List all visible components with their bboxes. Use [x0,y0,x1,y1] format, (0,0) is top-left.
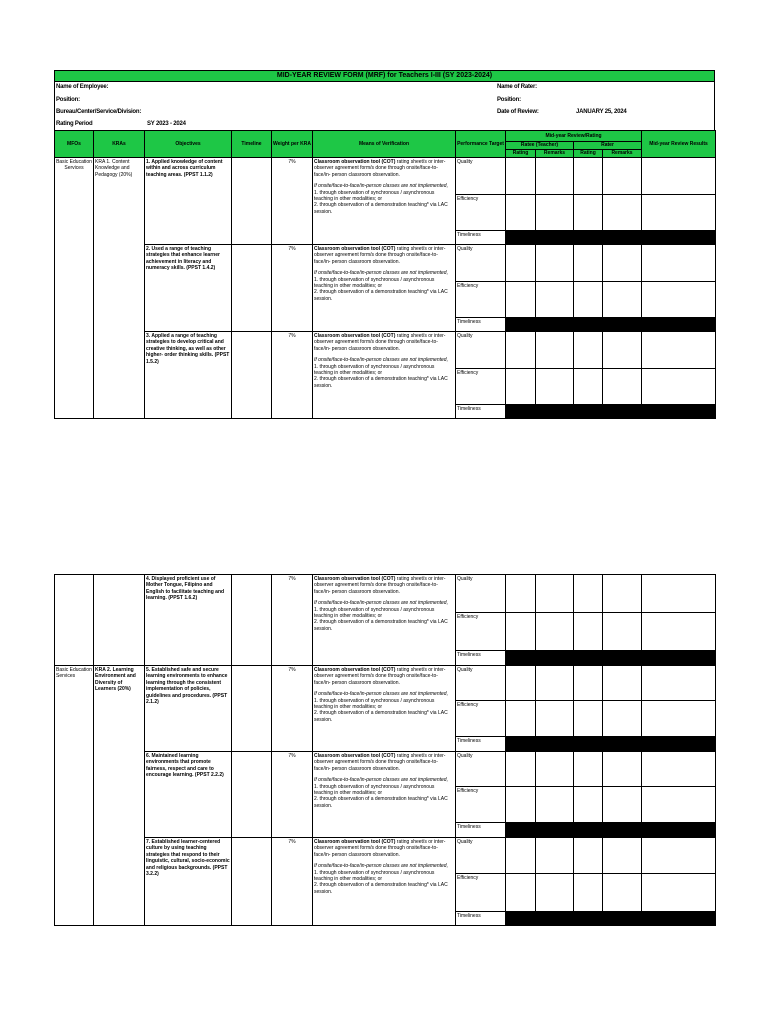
mov-item1: 1. through observation of synchronous / asynchronous teaching in other modalities; or [314,363,435,377]
mov-italic: If onsite/face-to-face/in-person classes are not implemented, [314,863,448,870]
results-cell[interactable] [642,332,716,369]
rating-period-value: SY 2023 - 2024 [147,121,186,127]
blackout-cell [642,405,716,419]
blackout-cell [536,823,574,838]
rating-cell[interactable] [574,245,603,282]
blackout-cell [536,651,574,666]
mov-italic: If onsite/face-to-face/in-person classes are not implemented, [314,600,448,607]
mov-cell [313,752,456,838]
mov-item1: 1. through observation of synchronous / asynchronous teaching in other modalities; or [314,697,435,711]
blackout-cell [603,823,642,838]
header-rater: Rater [574,142,642,150]
header-weight: Weight per KRA [272,131,313,158]
mov-bold: Classroom observation tool (COT) [314,576,396,582]
timeline-cell [232,666,272,752]
rating-cell[interactable] [574,195,603,231]
quality-label: Quality [456,752,506,787]
remarks-cell[interactable] [536,666,574,701]
blackout-cell [506,651,536,666]
mov-cell [313,575,456,666]
mov-item2: 2. through observation of a demonstration teaching* via LAC session. [314,619,448,632]
weight-cell: 7% [272,838,313,926]
mov-cell [313,332,456,419]
results-cell[interactable] [642,666,716,701]
mov-item1: 1. through observation of synchronous / asynchronous teaching in other modalities; or [314,276,435,290]
blackout-cell [574,737,603,752]
quality-label: Quality [456,666,506,701]
results-cell[interactable] [642,575,716,613]
rating-cell[interactable] [506,332,536,369]
remarks-cell[interactable] [603,666,642,701]
rater-position-label: Position: [497,97,521,103]
timeline-cell [232,245,272,332]
remarks-cell[interactable] [536,245,574,282]
mov-item1: 1. through observation of synchronous / asynchronous teaching in other modalities; or [314,189,435,203]
timeline-cell [232,752,272,838]
remarks-cell[interactable] [603,158,642,195]
remarks-cell[interactable] [536,195,574,231]
remarks-cell[interactable] [603,752,642,787]
objective-cell: 2. Used a range of teaching strategies that enhance learner achievement in literacy and numeracy skills. (PPST 1.4.2) [145,245,232,332]
mov-italic: If onsite/face-to-face/in-person classes are not implemented, [314,270,448,277]
rating-cell[interactable] [506,613,536,651]
efficiency-label: Efficiency [456,787,506,823]
blackout-cell [603,912,642,926]
blackout-cell [574,823,603,838]
efficiency-label: Efficiency [456,282,506,318]
weight-cell: 7% [272,158,313,245]
results-cell[interactable] [642,613,716,651]
remarks-cell[interactable] [603,332,642,369]
blackout-cell [603,651,642,666]
blackout-cell [536,912,574,926]
objective-cell: 5. Established safe and secure learning environments to enhance learning through the consistent implementation of policies, guidelines and procedures. (PPST 2.1.2) [145,666,232,752]
remarks-cell[interactable] [536,787,574,823]
weight-cell: 7% [272,332,313,419]
mov-bold: Classroom observation tool (COT) [314,159,396,165]
kra-cell-empty [94,575,145,666]
mov-italic: If onsite/face-to-face/in-person classes are not implemented, [314,691,448,698]
remarks-cell[interactable] [536,282,574,318]
timeliness-label: Timeliness [456,823,506,838]
form-page-2 [54,574,715,926]
remarks-cell[interactable] [603,787,642,823]
blackout-cell [506,912,536,926]
timeliness-label: Timeliness [456,405,506,419]
efficiency-label: Efficiency [456,874,506,912]
mrf-table-page-2 [54,574,716,926]
efficiency-label: Efficiency [456,613,506,651]
header-rater-remarks: Remarks [603,150,642,158]
results-cell[interactable] [642,838,716,874]
results-cell[interactable] [642,752,716,787]
remarks-cell[interactable] [536,752,574,787]
timeline-cell [232,332,272,419]
blackout-cell [506,231,536,245]
rating-cell[interactable] [506,158,536,195]
efficiency-label: Efficiency [456,195,506,231]
blackout-cell [603,405,642,419]
objective-cell: 7. Established learner-centered culture by using teaching strategies that respond to their linguistic, cultural, socio-economic and religious backgrounds. (PPST 3.2.2) [145,838,232,926]
employee-info [54,82,715,130]
blackout-cell [536,231,574,245]
remarks-cell[interactable] [603,282,642,318]
timeline-cell [232,158,272,245]
name-of-employee-label: Name of Employee: [56,84,109,90]
rating-period-label: Rating Period [56,121,93,127]
objective-cell: 1. Applied knowledge of content within and across curriculum teaching areas. (PPST 1.1.2) [145,158,232,245]
mov-line1: rating sheet/s or inter-observer agreement form/s done through onsite/face-to-face/in- person classroom observation. [314,839,446,858]
remarks-cell[interactable] [536,332,574,369]
rating-cell[interactable] [506,701,536,737]
timeline-cell [232,838,272,926]
timeliness-label: Timeliness [456,231,506,245]
position-label: Position: [56,97,80,103]
timeline-cell [232,575,272,666]
blackout-cell [506,405,536,419]
rating-cell[interactable] [574,666,603,701]
blackout-cell [642,231,716,245]
mov-italic: If onsite/face-to-face/in-person classes are not implemented, [314,183,448,190]
blackout-cell [574,318,603,332]
blackout-cell [536,405,574,419]
header-mov: Means of Verification [313,131,456,158]
blackout-cell [642,651,716,666]
remarks-cell[interactable] [536,369,574,405]
mov-item1: 1. through observation of synchronous / asynchronous teaching in other modalities; or [314,783,435,797]
mov-item2: 2. through observation of a demonstration teaching* via LAC session. [314,202,448,215]
blackout-cell [574,231,603,245]
quality-label: Quality [456,245,506,282]
mov-line1: rating sheet/s or inter-observer agreement form/s done through onsite/face-to-face/in- person classroom observation. [314,246,446,265]
rating-cell[interactable] [574,787,603,823]
quality-label: Quality [456,838,506,874]
results-cell[interactable] [642,787,716,823]
remarks-cell[interactable] [536,613,574,651]
mov-cell [313,245,456,332]
blackout-cell [603,231,642,245]
mov-bold: Classroom observation tool (COT) [314,333,396,339]
mfo-cell: Basic Education Services [55,666,94,926]
rating-cell[interactable] [574,575,603,613]
rating-cell[interactable] [574,613,603,651]
header-midyear-rating: Mid-year Review/Rating [506,131,642,142]
blackout-cell [506,823,536,838]
rating-cell[interactable] [574,838,603,874]
mov-italic: If onsite/face-to-face/in-person classes are not implemented, [314,357,448,364]
remarks-cell[interactable] [603,613,642,651]
weight-cell: 7% [272,666,313,752]
rating-cell[interactable] [506,245,536,282]
mov-item1: 1. through observation of synchronous / asynchronous teaching in other modalities; or [314,606,435,620]
remarks-cell[interactable] [603,874,642,912]
timeliness-label: Timeliness [456,912,506,926]
mov-item2: 2. through observation of a demonstration teaching* via LAC session. [314,289,448,302]
header-ratee-remarks: Remarks [536,150,574,158]
weight-cell: 7% [272,575,313,666]
rating-cell[interactable] [574,874,603,912]
blackout-cell [574,651,603,666]
remarks-cell[interactable] [536,158,574,195]
quality-label: Quality [456,575,506,613]
form-title: MID-YEAR REVIEW FORM (MRF) for Teachers I-III (SY 2023-2024) [54,70,715,82]
kra-cell: KRA 1. Content Knowledge and Pedagogy (20%) [94,158,145,419]
rating-cell[interactable] [506,575,536,613]
results-cell[interactable] [642,158,716,195]
rating-cell[interactable] [506,369,536,405]
blackout-cell [642,823,716,838]
rating-cell[interactable] [574,701,603,737]
mfo-cell: Basic Education Services [55,158,94,419]
rating-cell[interactable] [574,369,603,405]
remarks-cell[interactable] [603,245,642,282]
blackout-cell [506,318,536,332]
name-of-rater-label: Name of Rater: [497,84,537,90]
mov-line1: rating sheet/s or inter-observer agreement form/s done through onsite/face-to-face/in- person classroom observation. [314,753,446,772]
mov-cell [313,838,456,926]
mov-cell [313,666,456,752]
header-midyear-results: Mid-year Review Results [642,131,716,158]
quality-label: Quality [456,332,506,369]
remarks-cell[interactable] [603,575,642,613]
rating-cell[interactable] [506,787,536,823]
efficiency-label: Efficiency [456,701,506,737]
efficiency-label: Efficiency [456,369,506,405]
remarks-cell[interactable] [536,838,574,874]
blackout-cell [574,912,603,926]
rating-cell[interactable] [506,195,536,231]
objective-cell: 6. Maintained learning environments that promote fairness, respect and care to encourage learning. (PPST 2.2.2) [145,752,232,838]
mov-bold: Classroom observation tool (COT) [314,839,396,845]
mov-bold: Classroom observation tool (COT) [314,667,396,673]
results-cell[interactable] [642,245,716,282]
date-of-review-value: JANUARY 25, 2024 [576,109,627,115]
timeliness-label: Timeliness [456,651,506,666]
rating-cell[interactable] [506,752,536,787]
results-cell[interactable] [642,701,716,737]
rating-cell[interactable] [574,282,603,318]
header-ratee-rating: Rating [506,150,536,158]
results-cell[interactable] [642,874,716,912]
header-ratee: Ratee (Teacher) [506,142,574,150]
header-rater-rating: Rating [574,150,603,158]
results-cell[interactable] [642,369,716,405]
objective-cell: 3. Applied a range of teaching strategies to develop critical and creative thinking, as well as other higher- order thinking skills. (PPST 1.5.2) [145,332,232,419]
rating-cell[interactable] [506,282,536,318]
mov-line1: rating sheet/s or inter-observer agreement form/s done through onsite/face-to-face/in- person classroom observation. [314,576,446,595]
blackout-cell [603,737,642,752]
blackout-cell [536,318,574,332]
weight-cell: 7% [272,752,313,838]
remarks-cell[interactable] [603,701,642,737]
blackout-cell [642,318,716,332]
blackout-cell [536,737,574,752]
quality-label: Quality [456,158,506,195]
rating-cell[interactable] [506,874,536,912]
mov-cell [313,158,456,245]
remarks-cell[interactable] [603,369,642,405]
rating-cell[interactable] [574,158,603,195]
header-timeline: Timeline [232,131,272,158]
mov-bold: Classroom observation tool (COT) [314,753,396,759]
remarks-cell[interactable] [536,874,574,912]
date-of-review-label: Date of Review: [497,109,539,115]
weight-cell: 7% [272,245,313,332]
kra-cell: KRA 2. Learning Environment and Diversity of Learners (20%) [94,666,145,926]
mov-line1: rating sheet/s or inter-observer agreement form/s done through onsite/face-to-face/in- person classroom observation. [314,159,446,178]
timeliness-label: Timeliness [456,737,506,752]
header-objectives: Objectives [145,131,232,158]
blackout-cell [642,912,716,926]
mov-item2: 2. through observation of a demonstration teaching* via LAC session. [314,710,448,723]
blackout-cell [506,737,536,752]
mov-line1: rating sheet/s or inter-observer agreement form/s done through onsite/face-to-face/in- person classroom observation. [314,333,446,352]
remarks-cell[interactable] [603,195,642,231]
rating-cell[interactable] [574,752,603,787]
blackout-cell [603,318,642,332]
header-performance-target: Performance Target [456,131,506,158]
rating-cell[interactable] [506,666,536,701]
mfo-cell-empty [55,575,94,666]
header-kras: KRAs [94,131,145,158]
mrf-table-page-1 [54,130,716,419]
blackout-cell [574,405,603,419]
mov-item2: 2. through observation of a demonstration teaching* via LAC session. [314,376,448,389]
results-cell[interactable] [642,195,716,231]
rating-cell[interactable] [506,838,536,874]
form-page-1 [54,70,715,419]
remarks-cell[interactable] [536,575,574,613]
mov-item2: 2. through observation of a demonstration teaching* via LAC session. [314,796,448,809]
header-mfos: MFOs [55,131,94,158]
remarks-cell[interactable] [603,838,642,874]
mov-italic: If onsite/face-to-face/in-person classes are not implemented, [314,777,448,784]
blackout-cell [642,737,716,752]
results-cell[interactable] [642,282,716,318]
mov-item1: 1. through observation of synchronous / asynchronous teaching in other modalities; or [314,869,435,883]
mov-line1: rating sheet/s or inter-observer agreement form/s done through onsite/face-to-face/in- person classroom observation. [314,667,446,686]
timeliness-label: Timeliness [456,318,506,332]
mov-bold: Classroom observation tool (COT) [314,246,396,252]
rating-cell[interactable] [574,332,603,369]
remarks-cell[interactable] [536,701,574,737]
objective-cell: 4. Displayed proficient use of Mother Tongue, Filipino and English to facilitate teaching and learning. (PPST 1.6.2) [145,575,232,666]
mov-item2: 2. through observation of a demonstration teaching* via LAC session. [314,882,448,895]
bureau-label: Bureau/Center/Service/Division: [56,109,142,115]
